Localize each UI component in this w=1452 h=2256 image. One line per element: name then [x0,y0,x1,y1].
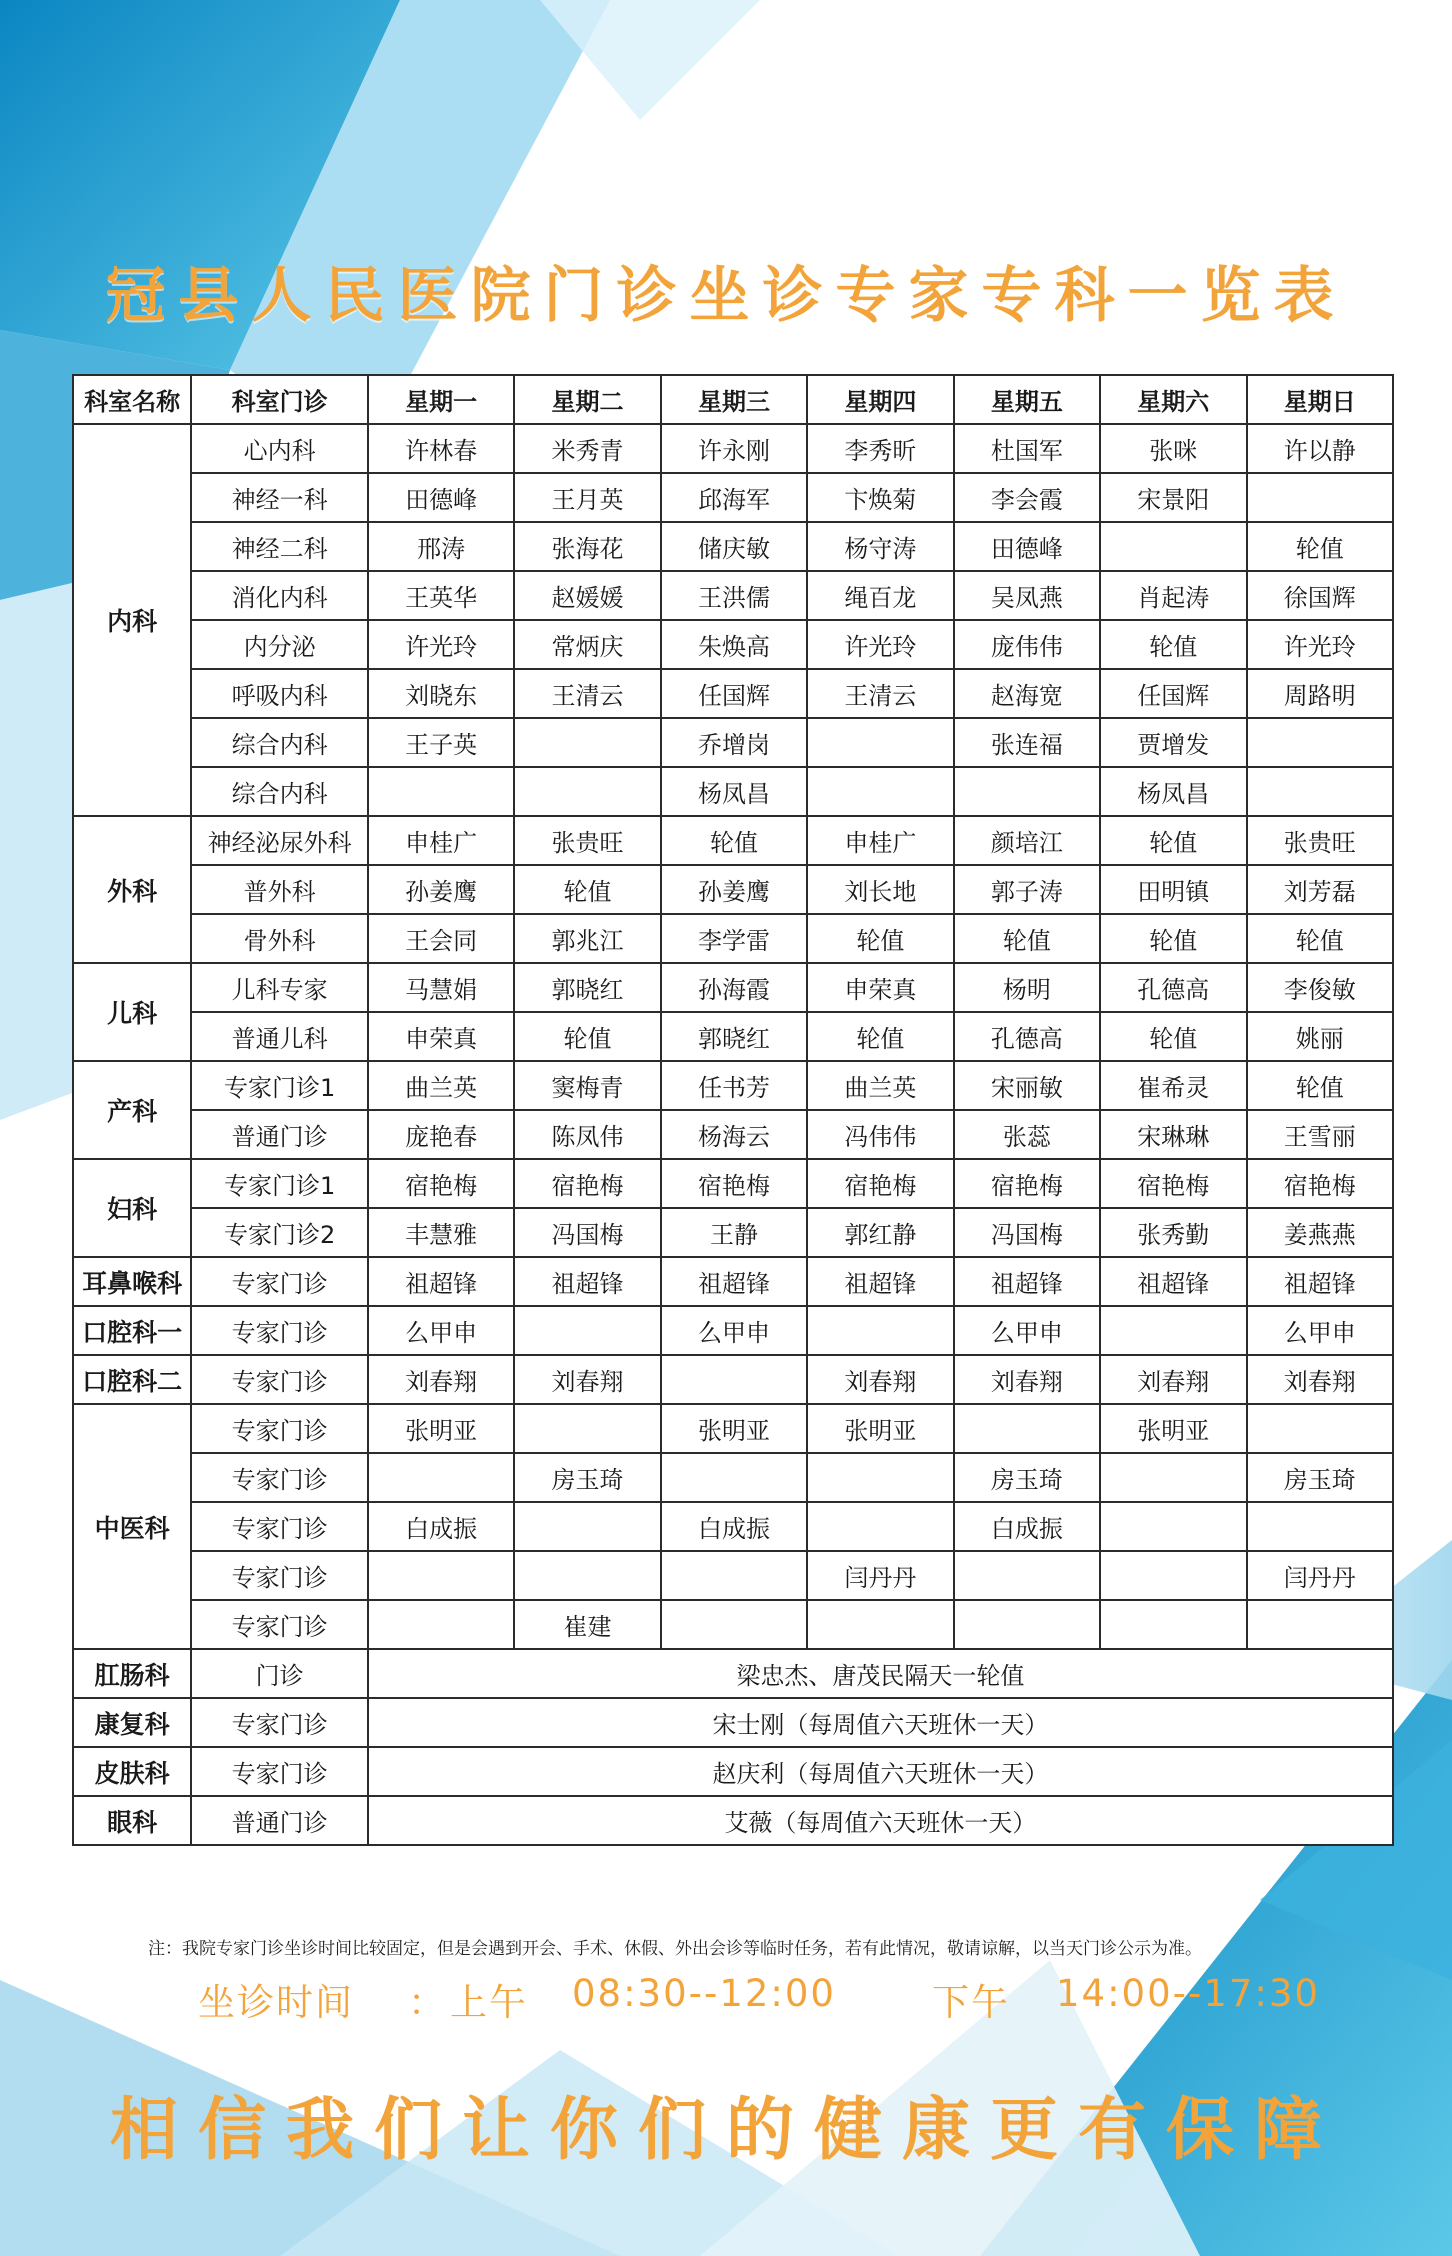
doctor-cell: 田德峰 [954,522,1100,571]
doctor-cell: 宿艳梅 [514,1159,660,1208]
doctor-cell: 轮值 [1100,914,1246,963]
column-header: 星期日 [1247,375,1394,424]
department-cell: 眼科 [73,1796,191,1845]
doctor-cell: 王月英 [514,473,660,522]
doctor-cell: 孙海霞 [661,963,807,1012]
doctor-cell: 申荣真 [368,1012,514,1061]
clinic-cell: 呼吸内科 [191,669,368,718]
doctor-cell [1100,1502,1246,1551]
clinic-cell: 专家门诊 [191,1747,368,1796]
table-row [73,1551,1393,1600]
doctor-cell [1100,522,1246,571]
doctor-cell [514,1551,660,1600]
doctor-cell: 张明亚 [368,1404,514,1453]
schedule-table-wrapper [72,374,1394,1846]
doctor-cell [1247,473,1394,522]
clinic-cell: 综合内科 [191,718,368,767]
slogan: 相信我们让你们的健康更有保障 [109,2091,1342,2170]
doctor-cell: 刘芳磊 [1247,865,1394,914]
doctor-cell: 李俊敏 [1247,963,1394,1012]
doctor-cell: 闫丹丹 [1247,1551,1394,1600]
doctor-cell: 张秀勤 [1100,1208,1246,1257]
doctor-cell: 轮值 [1100,816,1246,865]
doctor-cell: 祖超锋 [1247,1257,1394,1306]
doctor-cell [807,1306,953,1355]
doctor-cell: 冯国梅 [954,1208,1100,1257]
doctor-cell: 轮值 [807,1012,953,1061]
doctor-cell [954,767,1100,816]
doctor-cell: 杨凤昌 [1100,767,1246,816]
clinic-cell: 儿科专家 [191,963,368,1012]
doctor-cell: 任书芳 [661,1061,807,1110]
doctor-cell: 许林春 [368,424,514,473]
column-header: 星期六 [1100,375,1246,424]
table-row [73,1355,1393,1404]
doctor-cell: 窦梅青 [514,1061,660,1110]
doctor-cell: 张明亚 [807,1404,953,1453]
doctor-cell: 肖起涛 [1100,571,1246,620]
doctor-cell: 白成振 [661,1502,807,1551]
clinic-cell: 普通门诊 [191,1110,368,1159]
clinic-cell: 门诊 [191,1649,368,1698]
table-row [73,620,1393,669]
clinic-cell: 神经泌尿外科 [191,816,368,865]
doctor-cell: 白成振 [954,1502,1100,1551]
clinic-cell: 专家门诊1 [191,1061,368,1110]
doctor-cell: 刘春翔 [954,1355,1100,1404]
doctor-cell: 冯国梅 [514,1208,660,1257]
doctor-cell: 宿艳梅 [807,1159,953,1208]
doctor-cell [1100,1453,1246,1502]
doctor-cell: 轮值 [807,914,953,963]
doctor-cell: 祖超锋 [661,1257,807,1306]
clinic-cell: 神经二科 [191,522,368,571]
doctor-cell: 刘春翔 [1100,1355,1246,1404]
department-cell: 口腔科二 [73,1355,191,1404]
doctor-cell: 颜培江 [954,816,1100,865]
table-row [73,1306,1393,1355]
department-cell: 耳鼻喉科 [73,1257,191,1306]
department-cell: 妇科 [73,1159,191,1257]
doctor-cell: 储庆敏 [661,522,807,571]
table-row [73,571,1393,620]
department-cell: 康复科 [73,1698,191,1747]
doctor-cell [514,1306,660,1355]
doctor-cell: 邱海军 [661,473,807,522]
doctor-cell: 郭兆江 [514,914,660,963]
doctor-cell: 王清云 [514,669,660,718]
doctor-cell: 张海花 [514,522,660,571]
doctor-cell [954,1404,1100,1453]
doctor-cell: 宿艳梅 [661,1159,807,1208]
doctor-cell [1100,1600,1246,1649]
doctor-cell: 刘晓东 [368,669,514,718]
department-cell: 儿科 [73,963,191,1061]
table-row [73,1257,1393,1306]
doctor-cell: 轮值 [514,865,660,914]
doctor-cell: 卞焕菊 [807,473,953,522]
doctor-cell: 田明镇 [1100,865,1246,914]
table-row [73,1404,1393,1453]
notice-text: 注：我院专家门诊坐诊时间比较固定，但是会遇到开会、手术、休假、外出会诊等临时任务，若有此情况，敬请谅解，以当天门诊公示为准。 [148,1939,1202,1959]
table-row [73,473,1393,522]
table-row [73,1208,1393,1257]
doctor-cell: 宿艳梅 [1100,1159,1246,1208]
clinic-cell: 神经一科 [191,473,368,522]
doctor-cell: 轮值 [954,914,1100,963]
doctor-cell: 庞艳春 [368,1110,514,1159]
hours-pm-label: 下午 [932,1981,1010,2024]
doctor-cell: 闫丹丹 [807,1551,953,1600]
clinic-cell: 专家门诊 [191,1306,368,1355]
doctor-cell [661,1355,807,1404]
column-header: 科室名称 [73,375,191,424]
doctor-cell: 姚丽 [1247,1012,1394,1061]
column-header: 科室门诊 [191,375,368,424]
doctor-cell: 杜国军 [954,424,1100,473]
clinic-cell: 专家门诊 [191,1600,368,1649]
clinic-cell: 专家门诊 [191,1257,368,1306]
doctor-cell [368,767,514,816]
doctor-cell: 房玉琦 [954,1453,1100,1502]
doctor-cell [1247,1404,1394,1453]
table-row [73,865,1393,914]
doctor-cell: 杨守涛 [807,522,953,571]
doctor-cell: 么甲申 [368,1306,514,1355]
clinic-cell: 普通门诊 [191,1796,368,1845]
doctor-cell: 崔建 [514,1600,660,1649]
doctor-cell: 庞伟伟 [954,620,1100,669]
table-row [73,424,1393,473]
clinic-cell: 普通儿科 [191,1012,368,1061]
doctor-cell: 轮值 [1100,1012,1246,1061]
clinic-cell: 专家门诊 [191,1453,368,1502]
clinic-cell: 综合内科 [191,767,368,816]
doctor-cell [1247,1600,1394,1649]
department-cell: 外科 [73,816,191,963]
doctor-cell: 王子英 [368,718,514,767]
doctor-cell: 孔德高 [954,1012,1100,1061]
doctor-cell: 轮值 [661,816,807,865]
doctor-cell: 许永刚 [661,424,807,473]
doctor-cell: 张明亚 [1100,1404,1246,1453]
table-header-row [73,375,1393,424]
table-row [73,718,1393,767]
doctor-cell: 申桂广 [368,816,514,865]
doctor-cell: 丰慧雅 [368,1208,514,1257]
doctor-cell: 张明亚 [661,1404,807,1453]
clinic-cell: 专家门诊 [191,1551,368,1600]
doctor-cell: 刘春翔 [368,1355,514,1404]
doctor-cell: 张贵旺 [1247,816,1394,865]
doctor-cell: 么甲申 [954,1306,1100,1355]
doctor-cell: 么甲申 [661,1306,807,1355]
clinic-cell: 专家门诊 [191,1404,368,1453]
table-row [73,963,1393,1012]
doctor-cell: 张贵旺 [514,816,660,865]
doctor-cell: 郭子涛 [954,865,1100,914]
doctor-cell: 白成振 [368,1502,514,1551]
doctor-cell: 任国辉 [1100,669,1246,718]
doctor-cell [514,767,660,816]
doctor-cell: 么甲申 [1247,1306,1394,1355]
doctor-cell: 赵媛媛 [514,571,660,620]
doctor-cell: 房玉琦 [1247,1453,1394,1502]
column-header: 星期五 [954,375,1100,424]
schedule-note-cell: 宋士刚（每周值六天班休一天） [368,1698,1393,1747]
doctor-cell: 郭晓红 [514,963,660,1012]
doctor-cell: 王静 [661,1208,807,1257]
doctor-cell: 陈凤伟 [514,1110,660,1159]
doctor-cell: 许光玲 [368,620,514,669]
doctor-cell: 张连福 [954,718,1100,767]
doctor-cell: 绳百龙 [807,571,953,620]
doctor-cell: 徐国辉 [1247,571,1394,620]
doctor-cell: 姜燕燕 [1247,1208,1394,1257]
doctor-cell: 宿艳梅 [1247,1159,1394,1208]
table-row [73,1600,1393,1649]
column-header: 星期二 [514,375,660,424]
clinic-cell: 骨外科 [191,914,368,963]
doctor-cell: 王英华 [368,571,514,620]
schedule-note-cell: 赵庆利（每周值六天班休一天） [368,1747,1393,1796]
department-cell: 中医科 [73,1404,191,1649]
column-header: 星期四 [807,375,953,424]
doctor-cell: 祖超锋 [807,1257,953,1306]
clinic-cell: 心内科 [191,424,368,473]
doctor-cell: 祖超锋 [954,1257,1100,1306]
doctor-cell [1100,1306,1246,1355]
table-row [73,1796,1393,1845]
doctor-cell: 米秀青 [514,424,660,473]
doctor-cell [514,1502,660,1551]
doctor-cell [514,1404,660,1453]
doctor-cell: 李会霞 [954,473,1100,522]
doctor-cell [954,1600,1100,1649]
clinic-cell: 专家门诊 [191,1502,368,1551]
doctor-cell: 许光玲 [1247,620,1394,669]
page-title: 冠县人民医院门诊坐诊专家专科一览表 [105,261,1347,331]
doctor-cell: 邢涛 [368,522,514,571]
table-row [73,914,1393,963]
doctor-cell: 祖超锋 [368,1257,514,1306]
clinic-cell: 专家门诊1 [191,1159,368,1208]
doctor-cell: 许以静 [1247,424,1394,473]
doctor-cell: 曲兰英 [807,1061,953,1110]
doctor-cell: 孔德高 [1100,963,1246,1012]
doctor-cell: 吴凤燕 [954,571,1100,620]
table-row [73,669,1393,718]
doctor-cell: 王雪丽 [1247,1110,1394,1159]
clinic-cell: 专家门诊2 [191,1208,368,1257]
doctor-cell [514,718,660,767]
doctor-cell: 杨明 [954,963,1100,1012]
hours-separator: ： [408,1981,447,2024]
doctor-cell [661,1600,807,1649]
doctor-cell: 房玉琦 [514,1453,660,1502]
doctor-cell: 孙姜鹰 [368,865,514,914]
table-row [73,767,1393,816]
doctor-cell: 马慧娟 [368,963,514,1012]
doctor-cell [807,1453,953,1502]
table-row [73,1502,1393,1551]
schedule-note-cell: 艾薇（每周值六天班休一天） [368,1796,1393,1845]
doctor-cell: 轮值 [1247,1061,1394,1110]
table-row [73,816,1393,865]
doctor-cell: 王洪儒 [661,571,807,620]
doctor-cell: 贾增发 [1100,718,1246,767]
doctor-cell: 郭红静 [807,1208,953,1257]
department-cell: 产科 [73,1061,191,1159]
table-row [73,1649,1393,1698]
doctor-cell: 崔希灵 [1100,1061,1246,1110]
doctor-cell [1100,1551,1246,1600]
schedule-table [72,374,1394,1846]
table-row [73,1698,1393,1747]
doctor-cell: 祖超锋 [1100,1257,1246,1306]
clinic-cell: 普外科 [191,865,368,914]
doctor-cell: 任国辉 [661,669,807,718]
doctor-cell: 田德峰 [368,473,514,522]
clinic-cell: 内分泌 [191,620,368,669]
doctor-cell [807,718,953,767]
doctor-cell [1247,767,1394,816]
doctor-cell: 轮值 [1247,914,1394,963]
doctor-cell: 周路明 [1247,669,1394,718]
table-body [73,424,1393,1845]
hours-am-label: 上午 [450,1981,528,2024]
doctor-cell: 申荣真 [807,963,953,1012]
doctor-cell: 刘春翔 [807,1355,953,1404]
doctor-cell: 宿艳梅 [368,1159,514,1208]
clinic-cell: 专家门诊 [191,1698,368,1747]
doctor-cell: 乔增岗 [661,718,807,767]
doctor-cell: 冯伟伟 [807,1110,953,1159]
hours-pm-time: 14:00--17:30 [1056,1972,1320,2015]
doctor-cell: 王会同 [368,914,514,963]
table-row [73,1061,1393,1110]
doctor-cell [954,1551,1100,1600]
doctor-cell: 李秀昕 [807,424,953,473]
department-cell: 肛肠科 [73,1649,191,1698]
doctor-cell [661,1453,807,1502]
doctor-cell: 赵海宽 [954,669,1100,718]
clinic-cell: 消化内科 [191,571,368,620]
doctor-cell: 张咪 [1100,424,1246,473]
doctor-cell: 杨海云 [661,1110,807,1159]
doctor-cell: 张蕊 [954,1110,1100,1159]
clinic-cell: 专家门诊 [191,1355,368,1404]
department-cell: 皮肤科 [73,1747,191,1796]
doctor-cell: 杨凤昌 [661,767,807,816]
doctor-cell: 刘春翔 [1247,1355,1394,1404]
doctor-cell: 许光玲 [807,620,953,669]
doctor-cell: 刘长地 [807,865,953,914]
table-row [73,1159,1393,1208]
department-cell: 内科 [73,424,191,816]
column-header: 星期一 [368,375,514,424]
doctor-cell: 宋景阳 [1100,473,1246,522]
hours-label: 坐诊时间 [198,1981,354,2024]
doctor-cell [368,1600,514,1649]
table-row [73,1453,1393,1502]
doctor-cell: 常炳庆 [514,620,660,669]
doctor-cell: 李学雷 [661,914,807,963]
doctor-cell: 轮值 [1100,620,1246,669]
doctor-cell: 宋丽敏 [954,1061,1100,1110]
doctor-cell [1247,718,1394,767]
doctor-cell: 王清云 [807,669,953,718]
doctor-cell: 宿艳梅 [954,1159,1100,1208]
doctor-cell: 朱焕高 [661,620,807,669]
doctor-cell [1247,1502,1394,1551]
doctor-cell: 郭晓红 [661,1012,807,1061]
department-cell: 口腔科一 [73,1306,191,1355]
table-row [73,1110,1393,1159]
doctor-cell [661,1551,807,1600]
schedule-note-cell: 梁忠杰、唐茂民隔天一轮值 [368,1649,1393,1698]
doctor-cell: 轮值 [1247,522,1394,571]
doctor-cell [807,767,953,816]
doctor-cell: 申桂广 [807,816,953,865]
doctor-cell [807,1600,953,1649]
doctor-cell: 曲兰英 [368,1061,514,1110]
hours-am-time: 08:30--12:00 [572,1972,836,2015]
doctor-cell [368,1551,514,1600]
table-row [73,1747,1393,1796]
doctor-cell: 孙姜鹰 [661,865,807,914]
doctor-cell: 刘春翔 [514,1355,660,1404]
doctor-cell: 祖超锋 [514,1257,660,1306]
doctor-cell [368,1453,514,1502]
table-row [73,1012,1393,1061]
doctor-cell [807,1502,953,1551]
column-header: 星期三 [661,375,807,424]
table-row [73,522,1393,571]
doctor-cell: 轮值 [514,1012,660,1061]
doctor-cell: 宋琳琳 [1100,1110,1246,1159]
